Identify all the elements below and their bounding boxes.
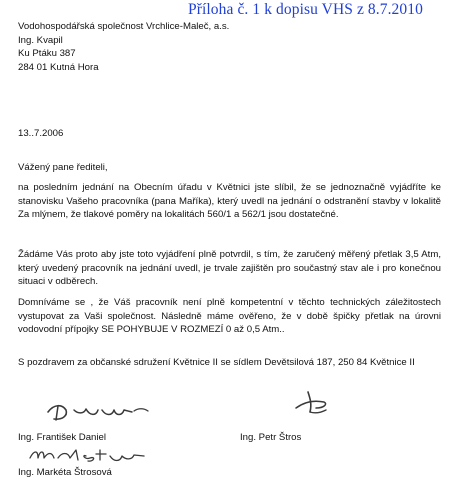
signature-strosova <box>26 444 150 466</box>
signature-daniel <box>44 398 150 424</box>
paragraph-2: Žádáme Vás proto aby jste toto vyjádření plně potvrdil, s tím, že zaručený měřený přetlak 3,5 Atm, který uvedený pracovník na jednání uvedl, je trvale zajištěn pro součastný stav ale i pro konečnou situaci v odběrech. <box>18 249 441 288</box>
signatory-1-name: Ing. František Daniel <box>18 432 106 443</box>
salutation: Vážený pane řediteli, <box>18 162 108 173</box>
signatory-2-name: Ing. Petr Štros <box>240 432 302 443</box>
paragraph-3: Domníváme se , že Váš pracovník není plně kompetentní v těchto technických záležitostech vystupovat za Vaši společnost. Následně máme ověřeno, že v době špičky přetlak na úrovni vodovodní přípojky SE POHYBUJE V ROZMEZÍ 0 až 0,5 Atm.. <box>18 297 441 336</box>
annex-note: Příloha č. 1 k dopisu VHS z 8.7.2010 <box>188 1 423 18</box>
signature-stros <box>280 388 340 422</box>
letter-date: 13..7.2006 <box>18 128 64 139</box>
recipient-company: Vodohospodářská společnost Vrchlice-Maleč, a.s. <box>18 21 230 32</box>
recipient-street: Ku Ptáku 387 <box>18 48 76 60</box>
recipient-address <box>18 20 229 74</box>
signatory-3-name: Ing. Markéta Štrosová <box>18 467 112 478</box>
recipient-name: Ing. Kvapil <box>18 34 63 46</box>
closing-line: S pozdravem za občanské sdružení Květnice II se sídlem Devětsilová 187, 250 84 Květnice II <box>18 357 415 368</box>
recipient-city: 284 01 Kutná Hora <box>18 61 99 73</box>
paragraph-1: na posledním jednání na Obecním úřadu v Květnici jste slíbil, že se jednoznačně vyjádříte ke stanovisku Vašeho pracovníka (pana Maříka), který uvedl na jednání o odstranění stavby v lokalitě Za mlýnem, že tlakové poměry na lokalitách 560/1 a 562/1 jsou dostatečné. <box>18 182 441 221</box>
